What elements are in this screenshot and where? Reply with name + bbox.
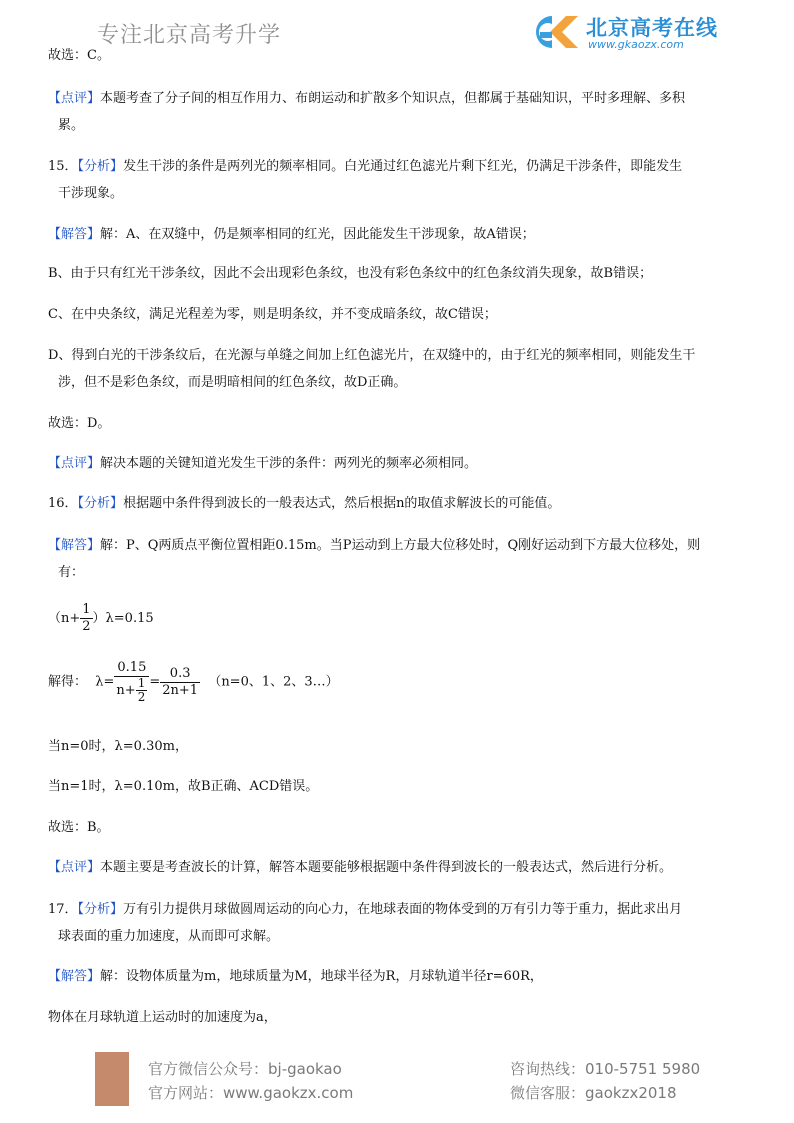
question-number: 17． <box>48 902 78 917</box>
fraction-wavelength-2: $\frac{0.3}{2n+1}$ <box>162 665 199 698</box>
comment-tag: 【点评】 <box>48 860 101 875</box>
text-line: 故选：D。 <box>48 416 111 431</box>
answer-tag: 【解答】 <box>48 538 101 553</box>
equation-solution: 解得： λ= 0.15 n+ $\frac{1}{2}$ = $\frac{0.3}{2n+1}$ （n=0、1、2、3…） <box>48 660 339 704</box>
fraction-wavelength-1: 0.15 n+ $\frac{1}{2}$ <box>114 660 149 704</box>
text-line: 【点评】本题主要是考查波长的计算，解答本题要能够根据题中条件得到波长的一般表达式，然后进行分析。 <box>48 860 673 875</box>
text-line: 故选：B。 <box>48 820 110 835</box>
text-line: 物体在月球轨道上运动时的加速度为a， <box>48 1010 277 1025</box>
analysis-tag: 【分析】 <box>77 159 124 174</box>
analysis-tag: 【分析】 <box>77 496 124 511</box>
text-line: C、在中央条纹，满足光程差为零，则是明条纹，并不变成暗条纹，故C错误； <box>48 307 497 322</box>
text-line: 故选：C。 <box>48 48 110 63</box>
footer-hotline: 咨询热线：010-5751 5980 <box>510 1060 701 1078</box>
text-line: 【解答】解：A、在双缝中，仍是频率相同的红光，因此能发生干涉现象，故A错误； <box>48 227 535 242</box>
comment-tag: 【点评】 <box>48 91 101 106</box>
analysis-tag: 【分析】 <box>77 902 124 917</box>
text-line: 【点评】解决本题的关键知道光发生干涉的条件：两列光的频率必须相同。 <box>48 456 478 471</box>
text-line: B、由于只有红光干涉条纹，因此不会出现彩色条纹，也没有彩色条纹中的红色条纹消失现象，故B错误； <box>48 266 653 281</box>
text-line: 【解答】解：P、Q两质点平衡位置相距0.15m。当P运动到上方最大位移处时，Q刚好运动到下方最大位移处，则 <box>48 538 701 553</box>
answer-tag: 【解答】 <box>48 969 101 984</box>
footer-wechat-service: 微信客服：gaokzx2018 <box>510 1084 677 1102</box>
text-line: D、得到白光的干涉条纹后，在光源与单缝之间加上红色滤光片，在双缝中的，由于红光的频率相同，则能发生干 <box>48 348 696 363</box>
logo-name: 北京高考在线 <box>586 16 718 40</box>
footer-website[interactable]: 官方网站：www.gaokzx.com <box>148 1084 354 1102</box>
header-title: 专注北京高考升学 <box>97 23 282 48</box>
logo-gk-icon <box>522 12 582 52</box>
question-number: 15． <box>48 159 78 174</box>
logo-url[interactable]: www.gkaozx.com <box>588 38 684 51</box>
text-line: 15．【分析】发生干涉的条件是两列光的频率相同。白光通过红色滤光片剩下红光，仍满足干涉条件，即能发生 <box>48 159 683 174</box>
text-line: 球表面的重力加速度，从而即可求解。 <box>58 929 280 944</box>
text-line: 【解答】解：设物体质量为m，地球质量为M，地球半径为R，月球轨道半径r=60R， <box>48 969 543 984</box>
fraction-half: $\frac{1}{2}$ <box>82 602 91 634</box>
text-line: 涉，但不是彩色条纹，而是明暗相间的红色条纹，故D正确。 <box>58 375 407 390</box>
footer-accent-bar <box>95 1052 129 1106</box>
text-line: 有： <box>58 565 85 580</box>
text-line: 当n=0时，λ=0.30m， <box>48 739 188 754</box>
text-line: 当n=1时，λ=0.10m，故B正确、ACD错误。 <box>48 779 319 794</box>
text-line: 干涉现象。 <box>58 186 124 201</box>
comment-tag: 【点评】 <box>48 456 101 471</box>
text-line: 17．【分析】万有引力提供月球做圆周运动的向心力，在地球表面的物体受到的万有引力等于重力，据此求出月 <box>48 902 683 917</box>
footer-wechat-public: 官方微信公众号：bj-gaokao <box>148 1060 342 1078</box>
text-line: 16．【分析】根据题中条件得到波长的一般表达式，然后根据n的取值求解波长的可能值。 <box>48 496 561 511</box>
answer-tag: 【解答】 <box>48 227 101 242</box>
text-line: 累。 <box>58 118 85 133</box>
site-logo[interactable] <box>522 10 722 54</box>
text-line: 【点评】本题考查了分子间的相互作用力、布朗运动和扩散多个知识点，但都属于基础知识，平时多理解、多积 <box>48 91 686 106</box>
question-number: 16． <box>48 496 78 511</box>
equation-wave: （n+ $\frac{1}{2}$ ）λ=0.15 <box>48 602 154 634</box>
